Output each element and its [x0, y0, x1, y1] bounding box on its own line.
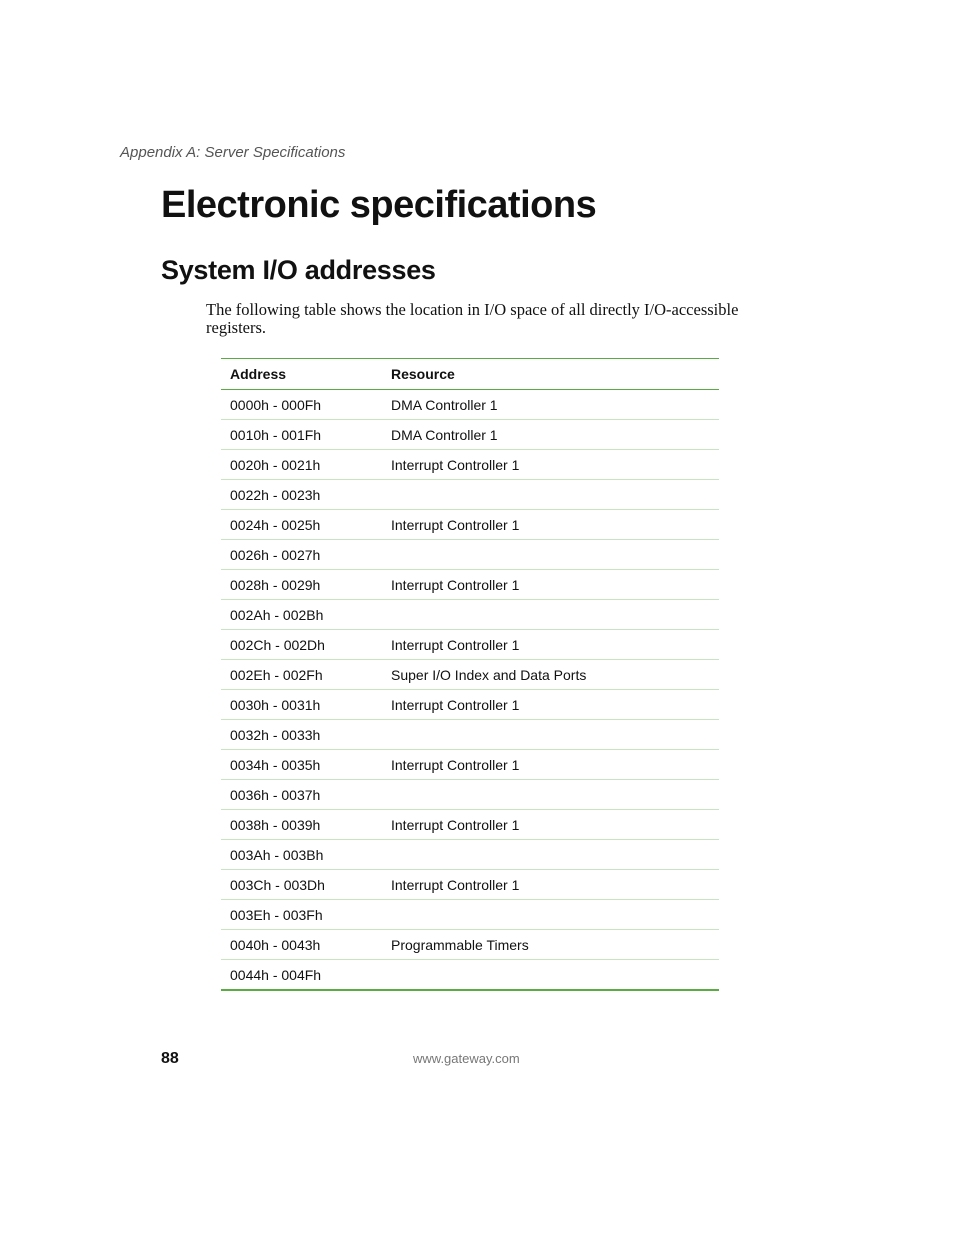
- footer-url: www.gateway.com: [413, 1051, 520, 1066]
- resource-cell: [382, 540, 719, 570]
- table-row: [221, 390, 719, 420]
- address-cell: 002Ch - 002Dh: [221, 630, 382, 660]
- resource-cell: Programmable Timers: [382, 930, 719, 960]
- resource-cell: [382, 900, 719, 930]
- address-cell: 0032h - 0033h: [221, 720, 382, 750]
- resource-cell: [382, 720, 719, 750]
- running-header: Appendix A: Server Specifications: [120, 144, 346, 161]
- resource-cell: [382, 840, 719, 870]
- column-header-address: Address: [221, 359, 382, 390]
- address-cell: 0034h - 0035h: [221, 750, 382, 780]
- table-row: [221, 600, 719, 630]
- resource-cell: Interrupt Controller 1: [382, 690, 719, 720]
- table-row: [221, 450, 719, 480]
- address-cell: 0020h - 0021h: [221, 450, 382, 480]
- resource-cell: DMA Controller 1: [382, 390, 719, 420]
- resource-cell: [382, 960, 719, 991]
- table-row: [221, 420, 719, 450]
- address-cell: 003Ch - 003Dh: [221, 870, 382, 900]
- address-cell: 003Eh - 003Fh: [221, 900, 382, 930]
- address-cell: 002Eh - 002Fh: [221, 660, 382, 690]
- address-cell: 0044h - 004Fh: [221, 960, 382, 991]
- address-cell: 0038h - 0039h: [221, 810, 382, 840]
- address-cell: 003Ah - 003Bh: [221, 840, 382, 870]
- resource-cell: [382, 600, 719, 630]
- table-row: [221, 480, 719, 510]
- resource-cell: [382, 480, 719, 510]
- resource-cell: Interrupt Controller 1: [382, 630, 719, 660]
- resource-cell: Interrupt Controller 1: [382, 510, 719, 540]
- intro-paragraph: The following table shows the location in I/O space of all directly I/O-accessible registers.: [206, 300, 739, 337]
- table-row: [221, 660, 719, 690]
- resource-cell: DMA Controller 1: [382, 420, 719, 450]
- address-cell: 0010h - 001Fh: [221, 420, 382, 450]
- address-cell: 0000h - 000Fh: [221, 390, 382, 420]
- table-row: [221, 840, 719, 870]
- address-cell: 0040h - 0043h: [221, 930, 382, 960]
- table-row: [221, 540, 719, 570]
- address-cell: 0036h - 0037h: [221, 780, 382, 810]
- table-row: [221, 570, 719, 600]
- column-header-resource: Resource: [382, 359, 719, 390]
- resource-cell: Interrupt Controller 1: [382, 810, 719, 840]
- table-row: [221, 690, 719, 720]
- table-row: [221, 750, 719, 780]
- resource-cell: Interrupt Controller 1: [382, 870, 719, 900]
- table-header-row: [221, 359, 719, 390]
- resource-cell: Interrupt Controller 1: [382, 450, 719, 480]
- address-cell: 002Ah - 002Bh: [221, 600, 382, 630]
- table-row: [221, 870, 719, 900]
- table-row: [221, 720, 719, 750]
- resource-cell: Interrupt Controller 1: [382, 570, 719, 600]
- address-cell: 0030h - 0031h: [221, 690, 382, 720]
- table-row: [221, 810, 719, 840]
- resource-cell: Interrupt Controller 1: [382, 750, 719, 780]
- table-row: [221, 630, 719, 660]
- io-address-table: [221, 358, 719, 991]
- page-number: 88: [161, 1050, 179, 1067]
- table-row: [221, 780, 719, 810]
- page-title: Electronic specifications: [161, 184, 597, 226]
- address-cell: 0028h - 0029h: [221, 570, 382, 600]
- table-row: [221, 930, 719, 960]
- address-cell: 0022h - 0023h: [221, 480, 382, 510]
- table-row: [221, 900, 719, 930]
- address-cell: 0024h - 0025h: [221, 510, 382, 540]
- table-row: [221, 960, 719, 991]
- table-row: [221, 510, 719, 540]
- resource-cell: Super I/O Index and Data Ports: [382, 660, 719, 690]
- section-title: System I/O addresses: [161, 255, 436, 285]
- resource-cell: [382, 780, 719, 810]
- address-cell: 0026h - 0027h: [221, 540, 382, 570]
